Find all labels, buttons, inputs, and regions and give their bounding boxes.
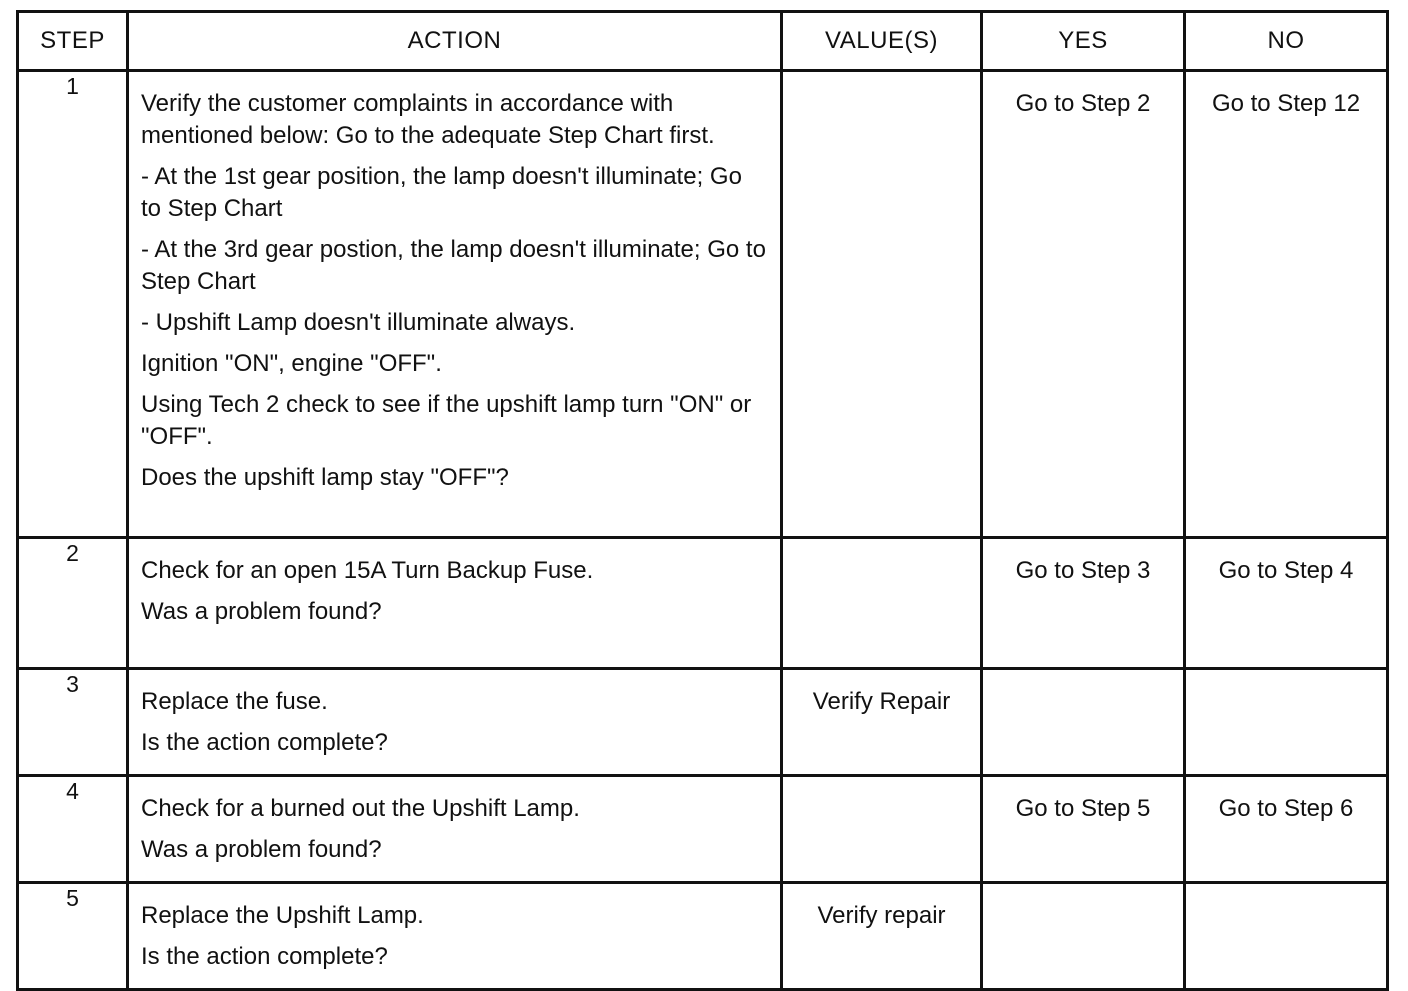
table-row	[18, 669, 1388, 776]
action-cell	[128, 669, 782, 776]
action-line: - At the 3rd gear postion, the lamp doesn't illuminate; Go to Step Chart	[141, 236, 766, 295]
header-yes: YES	[982, 12, 1185, 71]
action-line: Is the action complete?	[141, 943, 388, 970]
action-line: Check for an open 15A Turn Backup Fuse.	[141, 557, 594, 584]
action-line: Does the upshift lamp stay "OFF"?	[141, 464, 509, 491]
values-cell	[782, 776, 982, 883]
action-cell	[128, 883, 782, 990]
diagnostic-step-table	[16, 10, 1389, 991]
yes-cell	[982, 669, 1185, 776]
yes-cell: Go to Step 5	[982, 776, 1185, 883]
no-cell: Go to Step 12	[1185, 71, 1388, 538]
no-cell	[1185, 883, 1388, 990]
action-line: - At the 1st gear position, the lamp doesn't illuminate; Go to Step Chart	[141, 163, 742, 222]
table-row	[18, 538, 1388, 669]
action-line: Replace the Upshift Lamp.	[141, 902, 424, 929]
header-row	[18, 12, 1388, 71]
table-body	[18, 71, 1388, 990]
step-number: 4	[18, 776, 128, 883]
step-number: 1	[18, 71, 128, 538]
table-row	[18, 883, 1388, 990]
values-cell	[782, 538, 982, 669]
action-cell	[128, 776, 782, 883]
table-row	[18, 776, 1388, 883]
table-header	[18, 12, 1388, 71]
values-cell	[782, 71, 982, 538]
step-number: 2	[18, 538, 128, 669]
no-cell: Go to Step 6	[1185, 776, 1388, 883]
values-cell: Verify Repair	[782, 669, 982, 776]
action-line: Ignition "ON", engine "OFF".	[141, 350, 442, 377]
yes-cell	[982, 883, 1185, 990]
action-line: Check for a burned out the Upshift Lamp.	[141, 795, 580, 822]
action-line: Replace the fuse.	[141, 688, 328, 715]
action-line: Verify the customer complaints in accordance with mentioned below: Go to the adequate Step Chart first.	[141, 90, 715, 149]
action-line: Was a problem found?	[141, 598, 382, 625]
action-line: - Upshift Lamp doesn't illuminate always.	[141, 309, 576, 336]
header-step: STEP	[18, 12, 128, 71]
header-values: VALUE(S)	[782, 12, 982, 71]
action-cell	[128, 538, 782, 669]
header-action: ACTION	[128, 12, 782, 71]
yes-cell: Go to Step 2	[982, 71, 1185, 538]
no-cell	[1185, 669, 1388, 776]
values-cell: Verify repair	[782, 883, 982, 990]
step-number: 3	[18, 669, 128, 776]
action-line: Using Tech 2 check to see if the upshift lamp turn "ON" or "OFF".	[141, 391, 752, 450]
yes-cell: Go to Step 3	[982, 538, 1185, 669]
step-number: 5	[18, 883, 128, 990]
action-line: Is the action complete?	[141, 729, 388, 756]
no-cell: Go to Step 4	[1185, 538, 1388, 669]
header-no: NO	[1185, 12, 1388, 71]
action-cell	[128, 71, 782, 538]
table-row	[18, 71, 1388, 538]
action-line: Was a problem found?	[141, 836, 382, 863]
